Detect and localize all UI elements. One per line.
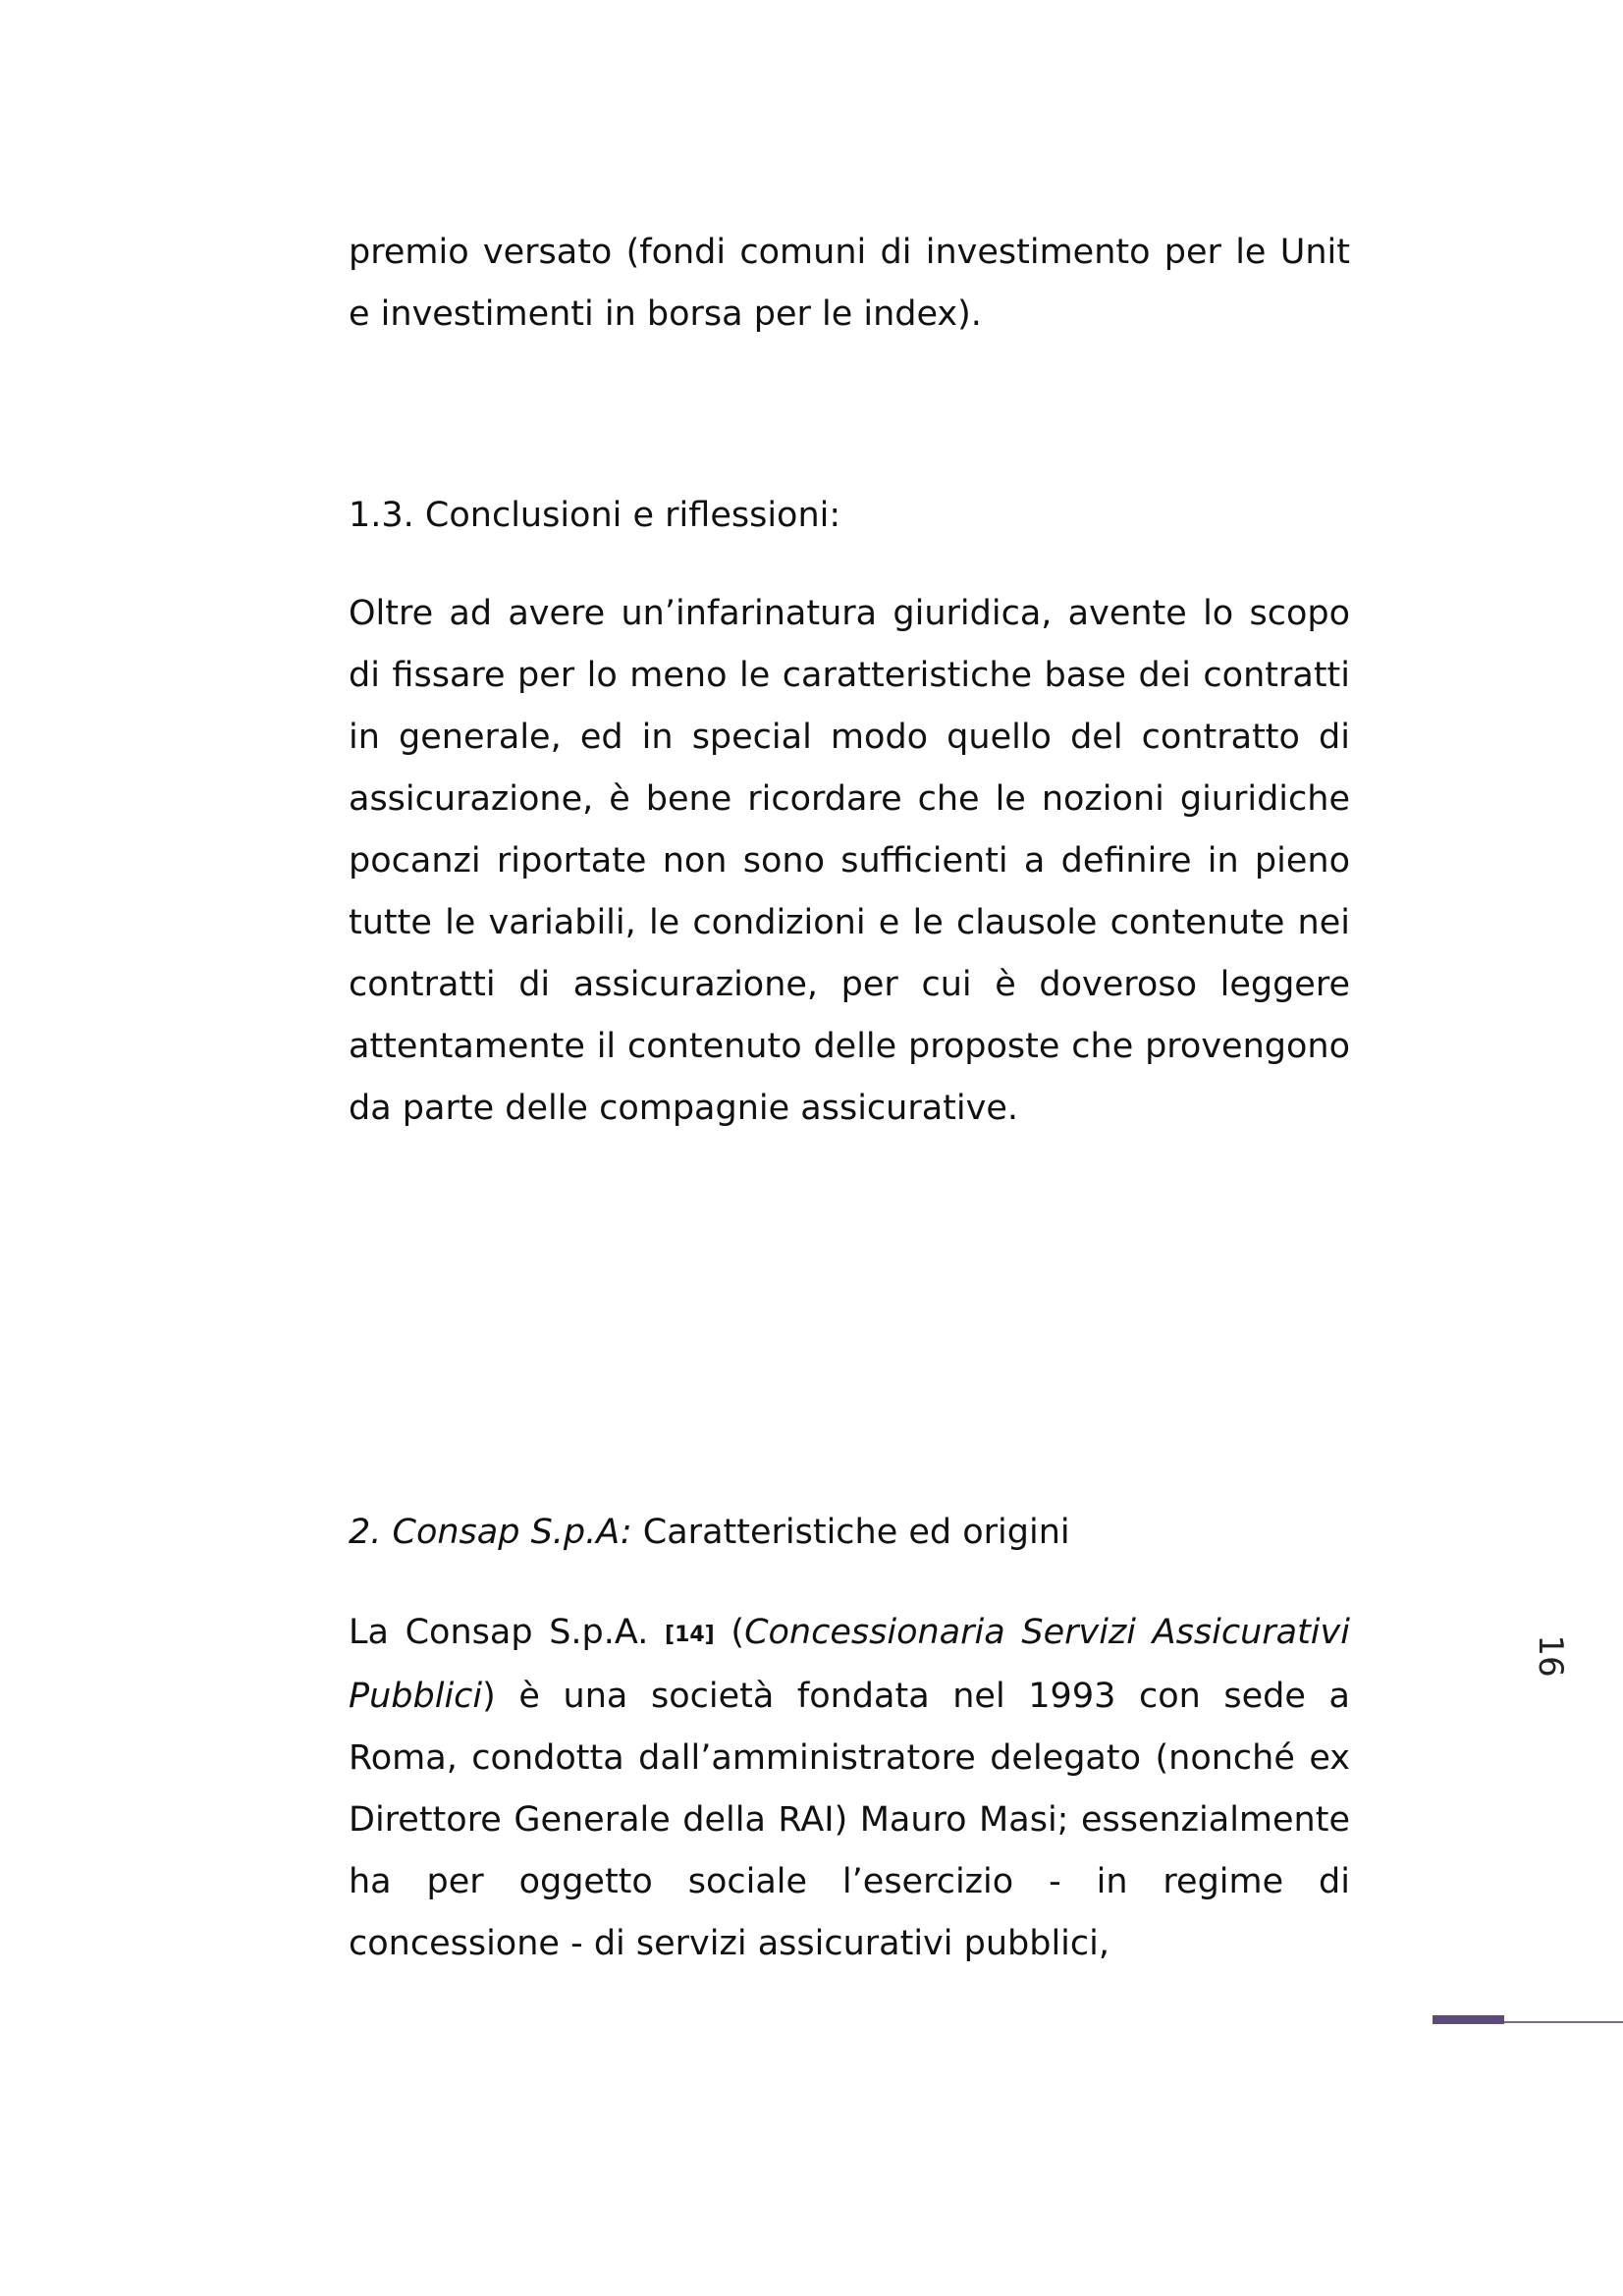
consap-full-name: Concessionaria Servizi Assicurativi Pubblici — [349, 1613, 1350, 1716]
intro-text-block — [349, 222, 1350, 346]
section-2-heading-rest: Caratteristiche ed origini — [642, 1513, 1070, 1552]
section-2-text-block — [349, 1602, 1350, 1975]
footer-accent-bar — [1433, 2015, 1504, 2024]
section-2-heading — [349, 1502, 1070, 1564]
intro-paragraph: premio versato (fondi comuni di investimento per le Unit e investimenti in borsa per le index). — [349, 233, 1350, 334]
section-1-3-text-block — [349, 583, 1350, 1140]
section-2-heading-italic: 2. Consap S.p.A: — [349, 1513, 632, 1552]
footnote-reference: [14] — [665, 1623, 715, 1647]
footer-rule-line — [1504, 2021, 1623, 2023]
open-parenthesis: ( — [730, 1613, 745, 1652]
section-2-rest: ) è una società fondata nel 1993 con sede a Roma, condotta dall’amministratore delegato (nonché ex Direttore Generale della RAI) Mauro Masi; essenzialmente ha per oggetto sociale l’esercizio - in regime di concessione - di servizi assicurativi pubblici, — [349, 1677, 1350, 1963]
section-2-paragraph — [349, 1602, 1350, 1975]
section-2-lead: La Consap S.p.A. — [349, 1613, 649, 1652]
section-1-3-paragraph: Oltre ad avere un’infarinatura giuridica, avente lo scopo di fissare per lo meno le caratteristiche base dei contratti in generale, ed in special modo quello del contratto di assicurazione, è bene ricordare che le nozioni giuridiche pocanzi riportate non sono sufficienti a definire in pieno tutte le variabili, le condizioni e le clausole contenute nei contratti di assicurazione, per cui è doveroso leggere attentamente il contenuto delle proposte che provengono da parte delle compagnie assicurative. — [349, 594, 1350, 1128]
page-number: 16 — [1531, 1634, 1570, 1678]
section-1-3-heading: 1.3. Conclusioni e riflessioni: — [349, 496, 841, 535]
